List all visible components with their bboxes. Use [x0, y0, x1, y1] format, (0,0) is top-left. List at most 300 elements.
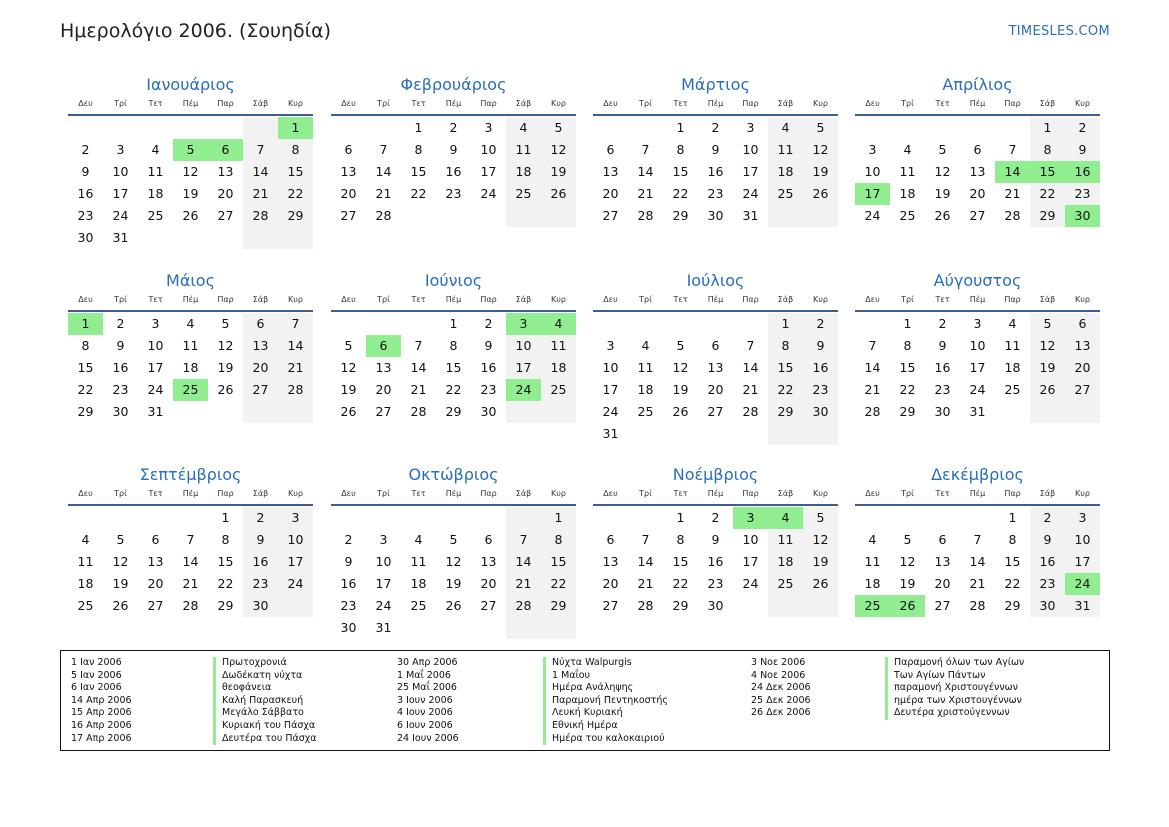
day-cell: 10 — [506, 335, 541, 357]
holiday-date: 3 Ιουν 2006 — [397, 694, 453, 706]
day-cell: 19 — [182, 186, 199, 201]
day-cell: 23 — [243, 573, 278, 595]
day-empty — [208, 401, 243, 423]
month-name: Ιούλιος — [686, 271, 745, 290]
weekday-label: Δευ — [78, 295, 93, 304]
day-cell: 2 — [344, 532, 353, 547]
day-cell: 19 — [541, 161, 576, 183]
weekday-header — [855, 294, 1100, 312]
weekday-label: Τετ — [411, 99, 426, 108]
weekday-label: Παρ — [1004, 99, 1021, 108]
day-cell: 8 — [414, 142, 423, 157]
day-cell: 12 — [541, 139, 576, 161]
day-empty — [138, 507, 173, 529]
holiday-date: 5 Ιαν 2006 — [71, 669, 122, 681]
day-cell: 25 — [506, 183, 541, 205]
day-cell: 9 — [1030, 529, 1065, 551]
month-10 — [331, 464, 576, 639]
weekday-label: Τρί — [901, 99, 914, 108]
day-empty — [331, 117, 366, 139]
holiday-date: 6 Ιαν 2006 — [71, 682, 122, 694]
day-cell: 25 — [637, 404, 654, 419]
day-cell: 1 — [676, 510, 685, 525]
day-cell: 12 — [217, 338, 234, 353]
day-cell: 22 — [899, 382, 916, 397]
day-cell: 12 — [445, 554, 462, 569]
day-cell: 12 — [803, 139, 838, 161]
days-grid — [68, 117, 313, 249]
day-cell: 5 — [344, 338, 353, 353]
weekday-label: Δευ — [865, 489, 880, 498]
days-grid — [331, 313, 576, 423]
day-cell: 9 — [484, 338, 493, 353]
day-cell: 7 — [379, 142, 388, 157]
day-cell: 8 — [221, 532, 230, 547]
day-empty — [471, 205, 506, 227]
day-empty — [401, 313, 436, 335]
day-cell: 28 — [278, 379, 313, 401]
day-cell: 9 — [803, 335, 838, 357]
day-empty — [243, 227, 278, 249]
day-cell: 22 — [1004, 576, 1021, 591]
day-cell: 25 — [768, 183, 803, 205]
day-cell: 10 — [112, 164, 129, 179]
day-empty — [331, 507, 366, 529]
day-cell: 16 — [1030, 551, 1065, 573]
day-cell: 28 — [243, 205, 278, 227]
day-cell: 20 — [217, 186, 234, 201]
month-11 — [593, 464, 838, 617]
day-cell: 2 — [938, 316, 947, 331]
holiday-name: Λευκή Κυριακή — [552, 707, 623, 719]
day-cell: 27 — [1065, 379, 1100, 401]
weekday-header — [331, 294, 576, 312]
day-cell: 20 — [707, 382, 724, 397]
day-empty — [663, 423, 698, 445]
day-cell: 6 — [973, 142, 982, 157]
day-empty — [541, 205, 576, 227]
day-cell: 23 — [803, 379, 838, 401]
day-cell: 10 — [602, 360, 619, 375]
day-cell: 5 — [541, 117, 576, 139]
day-cell: 27 — [602, 208, 619, 223]
weekday-label: Τετ — [148, 295, 163, 304]
day-cell: 8 — [676, 142, 685, 157]
day-cell: 6 — [1065, 313, 1100, 335]
days-grid — [593, 507, 838, 617]
weekday-header — [593, 98, 838, 116]
day-cell: 4 — [868, 532, 877, 547]
day-cell: 30 — [707, 598, 724, 613]
month-7 — [593, 270, 838, 445]
day-cell: 4 — [768, 507, 803, 529]
weekday-label: Τετ — [411, 489, 426, 498]
weekday-label: Δευ — [78, 99, 93, 108]
day-cell: 14 — [243, 161, 278, 183]
weekday-label: Τετ — [935, 99, 950, 108]
day-cell: 25 — [768, 573, 803, 595]
weekday-header — [855, 98, 1100, 116]
day-cell: 24 — [602, 404, 619, 419]
day-cell: 25 — [410, 598, 427, 613]
day-cell: 30 — [934, 404, 951, 419]
day-cell: 30 — [480, 404, 497, 419]
day-cell: 26 — [803, 573, 838, 595]
day-cell: 21 — [969, 576, 986, 591]
month-name: Μάιος — [166, 271, 215, 290]
day-cell: 16 — [480, 360, 497, 375]
holiday-dates-col-2 — [397, 657, 459, 745]
weekday-label: Τετ — [935, 295, 950, 304]
day-cell: 24 — [742, 186, 759, 201]
day-cell: 21 — [278, 357, 313, 379]
weekday-label: Σάβ — [777, 99, 794, 108]
day-cell: 19 — [112, 576, 129, 591]
day-empty — [366, 117, 401, 139]
day-cell: 20 — [340, 186, 357, 201]
weekday-label: Κυρ — [288, 295, 303, 304]
day-cell: 13 — [934, 554, 951, 569]
day-empty — [138, 117, 173, 139]
day-cell: 2 — [116, 316, 125, 331]
day-cell: 8 — [903, 338, 912, 353]
day-cell: 16 — [112, 360, 129, 375]
day-cell: 13 — [1065, 335, 1100, 357]
day-cell: 24 — [742, 576, 759, 591]
day-cell: 19 — [672, 382, 689, 397]
day-cell: 13 — [707, 360, 724, 375]
day-cell: 29 — [768, 401, 803, 423]
day-empty — [593, 313, 628, 335]
month-1 — [68, 74, 313, 249]
day-cell: 9 — [1065, 139, 1100, 161]
day-cell: 15 — [77, 360, 94, 375]
day-cell: 2 — [1065, 117, 1100, 139]
day-empty — [855, 313, 890, 335]
day-cell: 10 — [375, 554, 392, 569]
holiday-date: 1 Ιαν 2006 — [71, 657, 122, 668]
day-cell: 20 — [243, 357, 278, 379]
weekday-label: Σάβ — [252, 489, 269, 498]
day-cell: 27 — [375, 404, 392, 419]
day-empty — [960, 507, 995, 529]
day-cell: 3 — [506, 313, 541, 335]
site-link[interactable]: TIMESLES.COM — [1008, 24, 1110, 39]
holiday-name: Εθνική Ημέρα — [552, 719, 618, 731]
day-cell: 2 — [711, 120, 720, 135]
day-cell: 4 — [81, 532, 90, 547]
weekday-label: Τετ — [935, 489, 950, 498]
day-cell: 30 — [340, 620, 357, 635]
day-empty — [593, 507, 628, 529]
day-cell: 5 — [803, 117, 838, 139]
day-empty — [855, 507, 890, 529]
day-cell: 9 — [243, 529, 278, 551]
weekday-label: Παρ — [1004, 489, 1021, 498]
day-cell: 16 — [707, 554, 724, 569]
month-12 — [855, 464, 1100, 617]
day-empty — [698, 313, 733, 335]
day-empty — [855, 117, 890, 139]
day-cell: 26 — [803, 183, 838, 205]
day-cell: 12 — [803, 529, 838, 551]
day-cell: 7 — [278, 313, 313, 335]
month-name: Μάρτιος — [681, 75, 750, 94]
day-cell: 31 — [147, 404, 164, 419]
day-cell: 24 — [506, 379, 541, 401]
day-empty — [278, 595, 313, 617]
day-cell: 15 — [410, 164, 427, 179]
day-empty — [173, 227, 208, 249]
day-cell: 25 — [899, 208, 916, 223]
day-cell: 7 — [506, 529, 541, 551]
weekday-label: Τετ — [148, 489, 163, 498]
weekday-label: Δευ — [341, 295, 356, 304]
day-cell: 10 — [147, 338, 164, 353]
day-empty — [68, 117, 103, 139]
day-cell: 12 — [899, 554, 916, 569]
holiday-names-col-3 — [885, 657, 1024, 720]
day-cell: 14 — [969, 554, 986, 569]
day-cell: 18 — [1004, 360, 1021, 375]
month-name: Σεπτέμβριος — [139, 465, 242, 484]
day-empty — [960, 117, 995, 139]
day-cell: 16 — [803, 357, 838, 379]
holiday-name: Ημέρα Ανάληψης — [552, 682, 634, 694]
month-5 — [68, 270, 313, 423]
day-cell: 14 — [637, 164, 654, 179]
weekday-label: Σάβ — [515, 99, 532, 108]
day-empty — [925, 117, 960, 139]
day-cell: 19 — [217, 360, 234, 375]
weekday-label: Πέμ — [969, 99, 986, 108]
weekday-label: Σάβ — [777, 489, 794, 498]
day-cell: 14 — [506, 551, 541, 573]
day-cell: 29 — [217, 598, 234, 613]
weekday-label: Παρ — [217, 99, 234, 108]
weekday-label: Κυρ — [1075, 489, 1090, 498]
day-cell: 31 — [742, 208, 759, 223]
day-cell: 30 — [803, 401, 838, 423]
day-cell: 27 — [969, 208, 986, 223]
month-name: Νοέμβριος — [672, 465, 759, 484]
weekday-label: Τρί — [639, 295, 652, 304]
day-empty — [628, 117, 663, 139]
holiday-date: 6 Ιουν 2006 — [397, 719, 453, 731]
day-cell: 23 — [340, 598, 357, 613]
day-cell: 24 — [864, 208, 881, 223]
day-cell: 12 — [1030, 335, 1065, 357]
day-cell: 21 — [375, 186, 392, 201]
weekday-label: Κυρ — [813, 295, 828, 304]
weekday-label: Σάβ — [1039, 99, 1056, 108]
day-cell: 4 — [641, 338, 650, 353]
day-cell: 8 — [449, 338, 458, 353]
day-cell: 19 — [934, 186, 951, 201]
day-empty — [768, 423, 803, 445]
weekday-label: Παρ — [1004, 295, 1021, 304]
day-empty — [733, 423, 768, 445]
day-cell: 20 — [934, 576, 951, 591]
holiday-name: Των Αγίων Πάντων — [894, 669, 986, 681]
day-empty — [243, 401, 278, 423]
day-empty — [768, 595, 803, 617]
day-cell: 11 — [541, 335, 576, 357]
days-grid — [855, 117, 1100, 227]
day-cell: 22 — [768, 379, 803, 401]
day-cell: 17 — [742, 164, 759, 179]
day-empty — [733, 595, 768, 617]
day-cell: 30 — [77, 230, 94, 245]
day-cell: 24 — [1065, 573, 1100, 595]
day-empty — [173, 117, 208, 139]
day-cell: 31 — [969, 404, 986, 419]
day-cell: 30 — [1065, 205, 1100, 227]
days-grid — [331, 117, 576, 227]
day-cell: 18 — [864, 576, 881, 591]
day-cell: 4 — [414, 532, 423, 547]
weekday-header — [855, 488, 1100, 506]
day-empty — [366, 507, 401, 529]
days-grid — [855, 313, 1100, 423]
day-cell: 23 — [1030, 573, 1065, 595]
day-cell: 15 — [1030, 161, 1065, 183]
day-cell: 26 — [445, 598, 462, 613]
day-cell: 18 — [147, 186, 164, 201]
day-cell: 14 — [182, 554, 199, 569]
weekday-label: Τρί — [377, 99, 390, 108]
day-cell: 2 — [803, 313, 838, 335]
month-name: Ιούνιος — [424, 271, 483, 290]
weekday-label: Δευ — [865, 99, 880, 108]
day-empty — [243, 117, 278, 139]
day-cell: 21 — [182, 576, 199, 591]
holiday-date: 17 Απρ 2006 — [71, 732, 132, 744]
day-empty — [890, 117, 925, 139]
day-cell: 13 — [340, 164, 357, 179]
day-cell: 4 — [506, 117, 541, 139]
weekday-label: Πέμ — [182, 489, 199, 498]
day-cell: 10 — [742, 532, 759, 547]
holiday-names-col-1 — [213, 657, 317, 745]
day-cell: 7 — [186, 532, 195, 547]
day-empty — [803, 205, 838, 227]
weekday-header — [331, 98, 576, 116]
day-cell: 3 — [1065, 507, 1100, 529]
day-empty — [436, 205, 471, 227]
day-empty — [890, 507, 925, 529]
page-title: Ημερολόγιο 2006. (Σουηδία) — [60, 20, 332, 42]
day-cell: 12 — [934, 164, 951, 179]
day-cell: 23 — [480, 382, 497, 397]
day-cell: 10 — [969, 338, 986, 353]
day-cell: 10 — [864, 164, 881, 179]
days-grid — [68, 507, 313, 617]
holiday-name: Μεγάλο Σάββατο — [222, 707, 304, 719]
day-cell: 14 — [637, 554, 654, 569]
weekday-label: Κυρ — [288, 99, 303, 108]
day-cell: 15 — [541, 551, 576, 573]
month-name: Αύγουστος — [933, 271, 1022, 290]
weekday-header — [68, 488, 313, 506]
day-cell: 22 — [672, 186, 689, 201]
day-cell: 17 — [278, 551, 313, 573]
weekday-label: Σάβ — [515, 295, 532, 304]
weekday-label: Κυρ — [288, 489, 303, 498]
day-cell: 18 — [410, 576, 427, 591]
holiday-date: 16 Απρ 2006 — [71, 719, 132, 731]
day-cell: 15 — [672, 554, 689, 569]
day-cell: 11 — [147, 164, 164, 179]
day-cell: 7 — [641, 142, 650, 157]
day-cell: 21 — [1004, 186, 1021, 201]
day-cell: 15 — [278, 161, 313, 183]
day-cell: 16 — [445, 164, 462, 179]
day-cell: 17 — [969, 360, 986, 375]
day-cell: 17 — [506, 357, 541, 379]
day-cell: 26 — [541, 183, 576, 205]
day-cell: 31 — [1065, 595, 1100, 617]
day-cell: 26 — [890, 595, 925, 617]
day-empty — [628, 313, 663, 335]
day-cell: 24 — [147, 382, 164, 397]
holiday-name: Νύχτα Walpurgis — [552, 657, 632, 668]
day-cell: 22 — [77, 382, 94, 397]
day-cell: 7 — [414, 338, 423, 353]
holiday-name: Κυριακή του Πάσχα — [222, 719, 316, 731]
day-cell: 21 — [864, 382, 881, 397]
day-cell: 12 — [182, 164, 199, 179]
weekday-header — [68, 294, 313, 312]
day-empty — [401, 617, 436, 639]
month-2 — [331, 74, 576, 227]
day-cell: 17 — [1065, 551, 1100, 573]
day-cell: 5 — [903, 532, 912, 547]
day-cell: 7 — [641, 532, 650, 547]
day-cell: 14 — [995, 161, 1030, 183]
month-name: Ιανουάριος — [146, 75, 235, 94]
day-empty — [471, 507, 506, 529]
day-empty — [208, 117, 243, 139]
month-name: Δεκέμβριος — [931, 465, 1024, 484]
day-cell: 20 — [1065, 357, 1100, 379]
weekday-label: Τρί — [114, 99, 127, 108]
day-cell: 5 — [221, 316, 230, 331]
day-cell: 21 — [243, 183, 278, 205]
day-empty — [208, 227, 243, 249]
day-cell: 20 — [602, 576, 619, 591]
holiday-date: 15 Απρ 2006 — [71, 707, 132, 719]
day-cell: 31 — [112, 230, 129, 245]
day-cell: 11 — [1004, 338, 1021, 353]
day-empty — [401, 205, 436, 227]
day-cell: 23 — [1065, 183, 1100, 205]
weekday-label: Τρί — [114, 295, 127, 304]
days-grid — [68, 313, 313, 423]
day-empty — [768, 205, 803, 227]
holiday-date: 1 Μαΐ 2006 — [397, 669, 451, 681]
day-cell: 1 — [221, 510, 230, 525]
day-cell: 31 — [375, 620, 392, 635]
day-cell: 4 — [903, 142, 912, 157]
day-empty — [803, 595, 838, 617]
holiday-name: Δευτέρα του Πάσχα — [222, 732, 317, 744]
day-cell: 1 — [768, 313, 803, 335]
day-cell: 25 — [541, 379, 576, 401]
day-cell: 4 — [1008, 316, 1017, 331]
day-cell: 15 — [217, 554, 234, 569]
day-cell: 18 — [768, 161, 803, 183]
